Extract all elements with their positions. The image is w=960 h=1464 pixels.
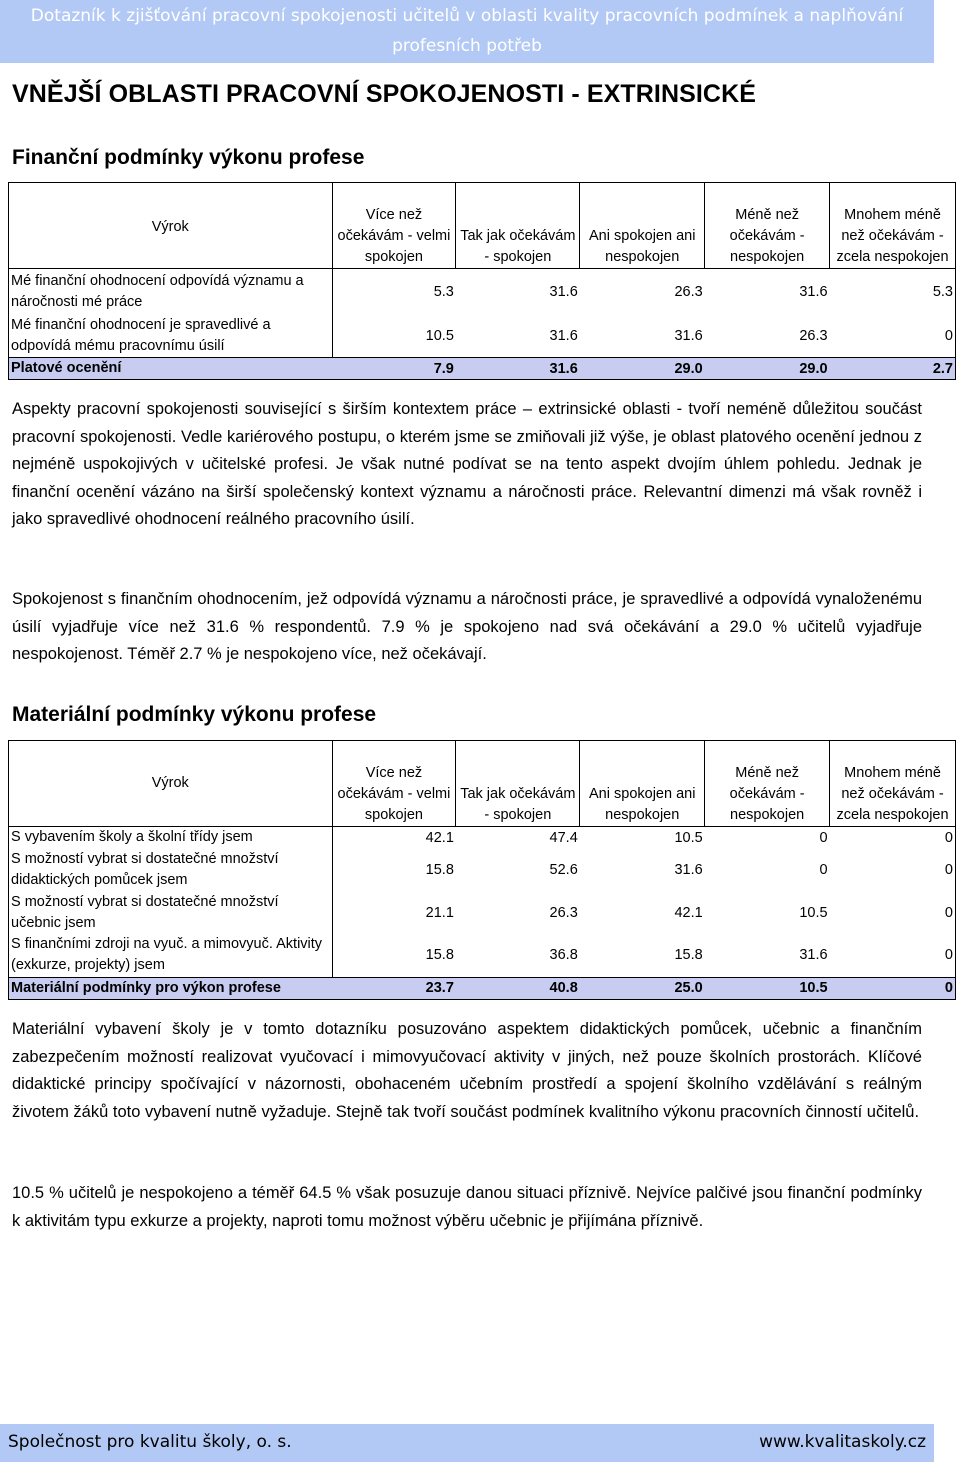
cell-value: 10.5 <box>799 904 828 921</box>
financial-table <box>8 182 956 380</box>
table-row <box>9 827 956 849</box>
cell-value: 26.3 <box>674 283 703 300</box>
paragraph: Spokojenost s finančním ohodnocením, jež odpovídá významu a náročnosti práce, je spravedlivé a odpovídá vynaloženému úsilí vyjadřuje více než 31.6 % respondentů. 7.9 % je spokojeno nad svá očekávání a 29.0 % učitelů vyjadřuje nespokojenost. Téměř 2.7 % je nespokojeno více, než očekávají. <box>12 590 922 663</box>
cell-value: 31.6 <box>674 861 703 878</box>
total-value: 31.6 <box>456 358 580 380</box>
cell-value: 0 <box>830 891 956 934</box>
total-value: 0 <box>830 977 956 999</box>
row-label: Mé finanční ohodnocení odpovídá významu a náročnosti mé práce <box>9 269 333 315</box>
section-heading-material: Materiální podmínky výkonu profese <box>12 703 377 726</box>
header-line-2: profesních potřeb <box>392 36 542 56</box>
cell-value: 15.8 <box>674 947 703 964</box>
cell-value: 21.1 <box>425 904 454 921</box>
cell-value: 26.3 <box>799 327 828 344</box>
table-total-row <box>9 358 956 380</box>
table-row <box>9 848 956 891</box>
total-value: 7.9 <box>332 358 456 380</box>
cell-value: 10.5 <box>674 829 703 846</box>
total-value: 10.5 <box>705 977 830 999</box>
cell-value: 31.6 <box>799 283 828 300</box>
cell-value: 0 <box>830 934 956 977</box>
cell-value: 31.6 <box>549 327 578 344</box>
column-header: Méně než očekávám - nespokojen <box>705 183 830 269</box>
cell-value: 5.3 <box>830 269 956 315</box>
cell-value: 47.4 <box>549 829 578 846</box>
total-value: 29.0 <box>580 358 705 380</box>
column-header: Méně než očekávám - nespokojen <box>705 741 830 827</box>
page-header <box>0 0 934 63</box>
total-value: 25.0 <box>580 977 705 999</box>
table-header-row <box>9 183 956 269</box>
main-heading: VNĚJŠÍ OBLASTI PRACOVNÍ SPOKOJENOSTI - EXTRINSICKÉ <box>12 80 757 108</box>
cell-value: 26.3 <box>549 904 578 921</box>
table-row <box>9 315 956 358</box>
cell-value: 42.1 <box>425 829 454 846</box>
cell-value: 31.6 <box>799 947 828 964</box>
cell-value: 0 <box>819 861 828 878</box>
column-header: Výrok <box>9 183 333 269</box>
cell-value: 42.1 <box>674 904 703 921</box>
column-header: Více než očekávám - velmi spokojen <box>332 183 456 269</box>
column-header: Tak jak očekávám - spokojen <box>456 183 580 269</box>
cell-value: 0 <box>819 829 828 846</box>
row-label: S možností vybrat si dostatečné množství didaktických pomůcek jsem <box>9 848 333 891</box>
table-row <box>9 269 956 315</box>
material-table <box>8 740 956 1000</box>
column-header: Tak jak očekávám - spokojen <box>456 741 580 827</box>
total-value: 29.0 <box>705 358 830 380</box>
row-label: Mé finanční ohodnocení je spravedlivé a odpovídá mému pracovnímu úsilí <box>9 315 333 358</box>
table-row <box>9 891 956 934</box>
cell-value: 31.6 <box>549 283 578 300</box>
cell-value: 15.8 <box>425 947 454 964</box>
cell-value: 0 <box>830 848 956 891</box>
total-value: 40.8 <box>456 977 580 999</box>
table-row <box>9 934 956 977</box>
total-value: 2.7 <box>830 358 956 380</box>
column-header: Více než očekávám - velmi spokojen <box>332 741 456 827</box>
cell-value: 15.8 <box>425 861 454 878</box>
cell-value: 52.6 <box>549 861 578 878</box>
total-label: Materiální podmínky pro výkon profese <box>9 977 333 999</box>
cell-value: 0 <box>830 827 956 849</box>
total-value: 23.7 <box>332 977 456 999</box>
header-line-1: Dotazník k zjišťování pracovní spokojenosti učitelů v oblasti kvality pracovních podmínek a naplňování <box>30 6 904 26</box>
total-label: Platové ocenění <box>9 358 333 380</box>
footer-website-link[interactable]: www.kvalitaskoly.cz <box>759 1432 926 1452</box>
row-label: S finančními zdroji na vyuč. a mimovyuč. Aktivity (exkurze, projekty) jsem <box>9 934 333 977</box>
cell-value: 5.3 <box>433 283 454 300</box>
column-header: Výrok <box>9 741 333 827</box>
table-header-row <box>9 741 956 827</box>
column-header: Ani spokojen ani nespokojen <box>580 741 705 827</box>
column-header: Mnohem méně než očekávám - zcela nespokojen <box>830 183 956 269</box>
column-header: Ani spokojen ani nespokojen <box>580 183 705 269</box>
cell-value: 36.8 <box>549 947 578 964</box>
row-label: S vybavením školy a školní třídy jsem <box>9 827 333 849</box>
paragraph: 10.5 % učitelů je nespokojeno a téměř 64.5 % však posuzuje danou situaci příznivě. Nejvíce palčivé jsou finanční podmínky k aktivitám typu exkurze a projekty, naproti tomu možnost výběru učebnic je přijímána příznivě. <box>12 1184 922 1230</box>
paragraph: Aspekty pracovní spokojenosti související s širším kontextem práce – extrinsické oblasti - tvoří neméně důležitou součást pracovní spokojenosti. Vedle kariérového postupu, o kterém jsme se zmiňovali již výše, je oblast platového ocenění jednou z nejméně uspokojivých v učitelské profesi. Je však nutné podívat se na tento aspekt dvojím úhlem pohledu. Jednak je finanční ocenění vázáno na širší společenský kontext významu a náročnosti práce. Relevantní dimenzi má však rovněž i jako spravedlivé ohodnocení reálného pracovního úsilí. <box>12 400 922 528</box>
table-total-row <box>9 977 956 999</box>
footer-organization: Společnost pro kvalitu školy, o. s. <box>8 1432 292 1452</box>
page-footer <box>0 1424 934 1462</box>
section-heading-financial: Finanční podmínky výkonu profese <box>12 146 365 169</box>
cell-value: 31.6 <box>674 327 703 344</box>
paragraph: Materiální vybavení školy je v tomto dotazníku posuzováno aspektem didaktických pomůcek, učebnic a finančním zabezpečením možností realizovat vyučovací i mimovyučovací aktivity v jiných, než pouze školních prostorách. Klíčové didaktické principy spočívající v názornosti, obohaceném učebním prostředí a spojení školního vzdělávání s reálným životem žáků toto vybavení nutně vyžaduje. Stejně tak tvoří součást podmínek kvalitního výkonu pracovních činností učitelů. <box>12 1020 922 1121</box>
cell-value: 0 <box>830 315 956 358</box>
cell-value: 10.5 <box>425 327 454 344</box>
column-header: Mnohem méně než očekávám - zcela nespokojen <box>830 741 956 827</box>
row-label: S možností vybrat si dostatečné množství učebnic jsem <box>9 891 333 934</box>
